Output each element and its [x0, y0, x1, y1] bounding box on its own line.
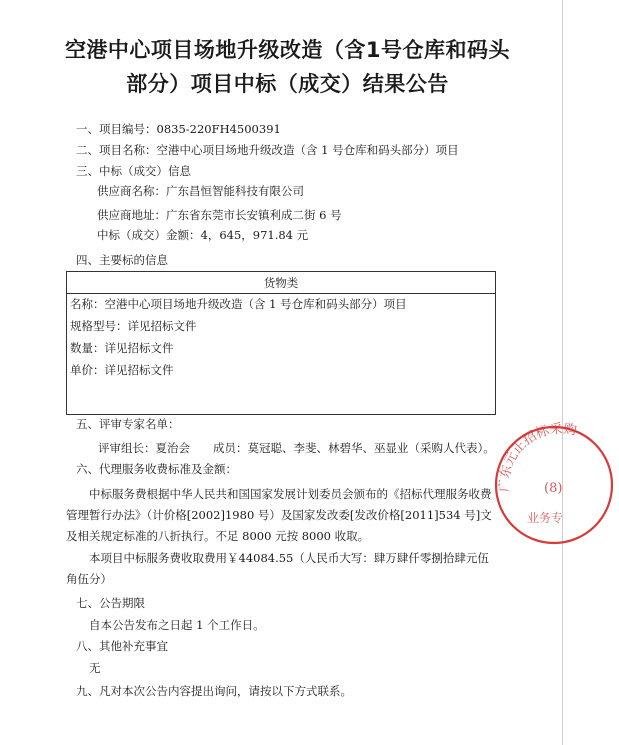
section-experts: 五、评审专家名单：: [76, 417, 180, 431]
supplier-name: 供应商名称：广东昌恒智能科技有限公司: [97, 184, 304, 198]
goods-table-header: 货物类: [67, 272, 496, 294]
section-award-info: 三、中标（成交）信息: [76, 164, 191, 178]
seal-bottom-text: 业务专: [527, 511, 564, 525]
section-notice-period: 七、公告期限: [76, 596, 145, 610]
section-main-items: 四、主要标的信息: [76, 253, 168, 267]
expert-list: 评审组长：夏治会 成员：莫冠聪、李斐、林碧华、巫显业（采购人代表）。: [98, 441, 495, 455]
page-edge-line: [562, 0, 563, 745]
fee-amount-paragraph: 本项目中标服务费收取费用￥44084.55（人民币大写：肆万肆仟零捌拾肆元伍角伍分）: [66, 551, 489, 586]
section-agency-fee: 六、代理服务收费标准及金额：: [76, 462, 237, 476]
supplier-address: 供应商地址：广东省东莞市长安镇利成二街 6 号: [97, 208, 342, 222]
award-amount: 中标（成交）金额：4，645，971.84 元: [97, 228, 309, 242]
seal-center-text: (8): [544, 481, 563, 496]
section-contact: 九、凡对本次公告内容提出询问，请按以下方式联系。: [76, 684, 352, 698]
section-other-matters: 八、其他补充事宜: [76, 639, 168, 653]
goods-quantity: 数量：详见招标文件: [70, 341, 174, 355]
notice-period-text: 自本公告发布之日起 1 个工作日。: [89, 618, 265, 632]
other-matters-text: 无: [89, 661, 101, 675]
goods-table-body: [67, 294, 496, 415]
seal-arc-text: 广东元正招标采购: [497, 421, 578, 493]
goods-unit-price: 单价：详见招标文件: [70, 363, 174, 377]
section-project-name: 二、项目名称：空港中心项目场地升级改造（含 1 号仓库和码头部分）项目: [76, 143, 459, 157]
doc-title-line2: 部分）项目中标（成交）结果公告: [126, 72, 449, 96]
goods-table: [66, 271, 496, 415]
doc-title-line1: 空港中心项目场地升级改造（含1号仓库和码头: [64, 38, 511, 62]
official-seal-stamp: [489, 420, 619, 550]
section-project-number: 一、项目编号：0835-220FH4500391: [76, 122, 281, 136]
fee-basis-paragraph: 中标服务费根据中华人民共和国国家发展计划委员会颁布的《招标代理服务收费管理暂行办法》（计价格[2002]1980 号）及国家发改委[发改价格[2011]534 号]文及相关规定标准的八折执行。不足 8000 元按 8000 收取。: [66, 487, 492, 543]
goods-spec: 规格型号：详见招标文件: [70, 319, 197, 333]
goods-name: 名称：空港中心项目场地升级改造（含 1 号仓库和码头部分）项目: [70, 297, 407, 311]
